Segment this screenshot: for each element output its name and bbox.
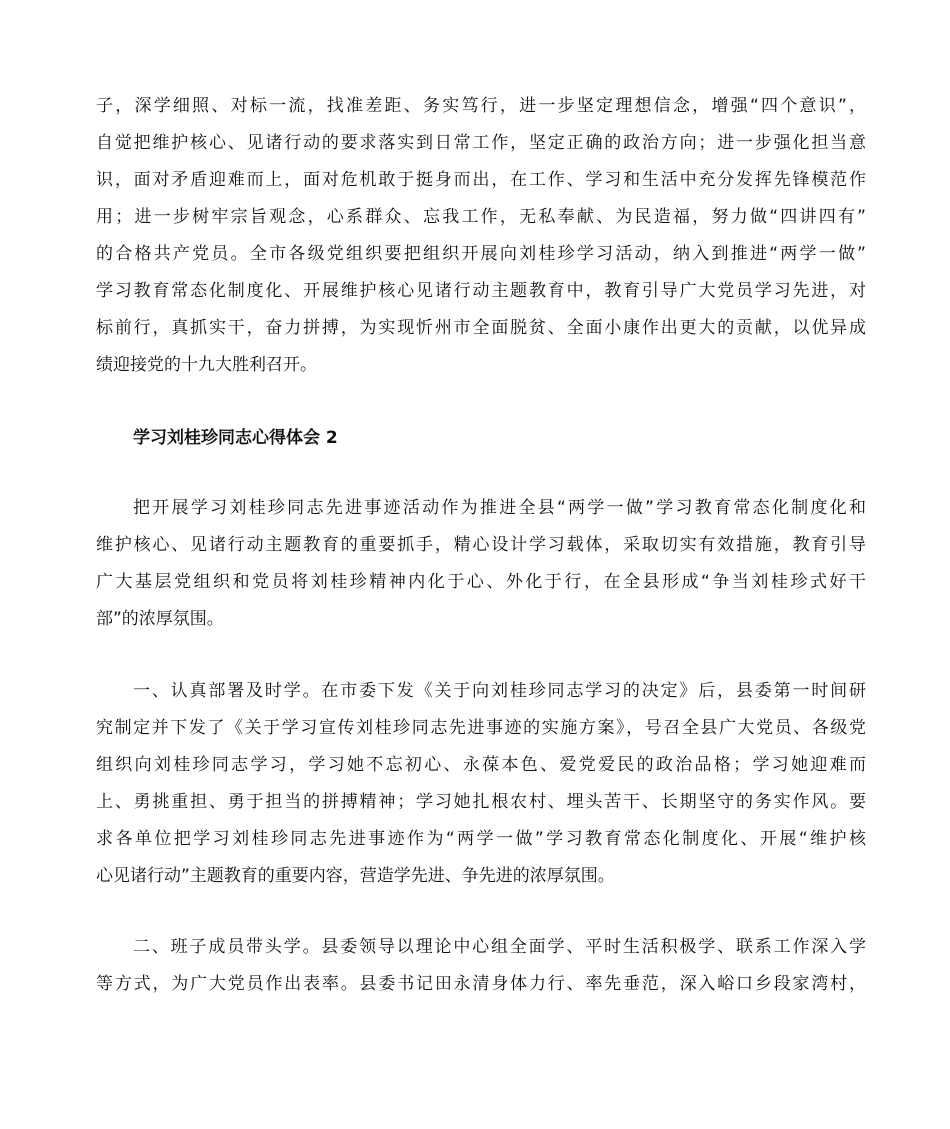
text-line: 广大基层党组织和党员将刘桂珍精神内化于心、外化于行，在全县形成“争当刘桂珍式好干 [96,572,866,592]
text-line: 上、勇挑重担、勇于担当的拼搏精神；学习她扎根农村、埋头苦干、长期坚守的务实作风。要 [96,792,866,812]
text-line: 绩迎接党的十九大胜利召开。 [96,355,317,375]
text-line: 把开展学习刘桂珍同志先进事迹活动作为推进全县“两学一做”学习教育常态化制度化和 [133,498,866,518]
text-line: 的合格共产党员。全市各级党组织要把组织开展向刘桂珍学习活动，纳入到推进“两学一做” [96,244,866,264]
text-line: 标前行，真抓实干，奋力拼搏，为实现忻州市全面脱贫、全面小康作出更大的贡献，以优异成 [96,318,866,338]
text-line: 学习教育常态化制度化、开展维护核心见诸行动主题教育中，教育引导广大党员学习先进，对 [96,281,866,301]
text-line: 维护核心、见诸行动主题教育的重要抓手，精心设计学习载体，采取切实有效措施，教育引导 [96,535,866,555]
text-line: 心见诸行动”主题教育的重要内容，营造学先进、争先进的浓厚氛围。 [96,866,615,886]
text-line: 自觉把维护核心、见诸行动的要求落实到日常工作，坚定正确的政治方向；进一步强化担当意 [96,133,866,153]
text-line: 子，深学细照、对标一流，找准差距、务实笃行，进一步坚定理想信念，增强“四个意识”， [96,96,866,116]
text-line: 用；进一步树牢宗旨观念，心系群众、忘我工作，无私奉献、为民造福，努力做“四讲四有” [96,207,866,227]
text-line: 部”的浓厚氛围。 [96,609,224,629]
paragraph-3 [96,673,866,895]
text-line: 求各单位把学习刘桂珍同志先进事迹作为“两学一做”学习教育常态化制度化、开展“维护核 [96,829,866,849]
paragraph-2 [96,490,866,638]
text-line: 一、认真部署及时学。在市委下发《关于向刘桂珍同志学习的决定》后，县委第一时间研 [133,681,866,701]
text-line: 组织向刘桂珍同志学习，学习她不忘初心、永葆本色、爱党爱民的政治品格；学习她迎难而 [96,755,866,775]
paragraph-1 [96,88,866,384]
paragraph-4 [96,929,866,1003]
text-line: 究制定并下发了《关于学习宣传刘桂珍同志先进事迹的实施方案》，号召全县广大党员、各级党 [96,718,866,738]
text-line: 识，面对矛盾迎难而上，面对危机敢于挺身而出，在工作、学习和生活中充分发挥先锋模范作 [96,170,866,190]
section-heading: 学习刘桂珍同志心得体会 2 [133,428,338,448]
text-line: 二、班子成员带头学。县委领导以理论中心组全面学、平时生活积极学、联系工作深入学 [133,937,866,957]
text-line: 等方式，为广大党员作出表率。县委书记田永清身体力行、率先垂范，深入峪口乡段家湾村， [96,974,866,994]
